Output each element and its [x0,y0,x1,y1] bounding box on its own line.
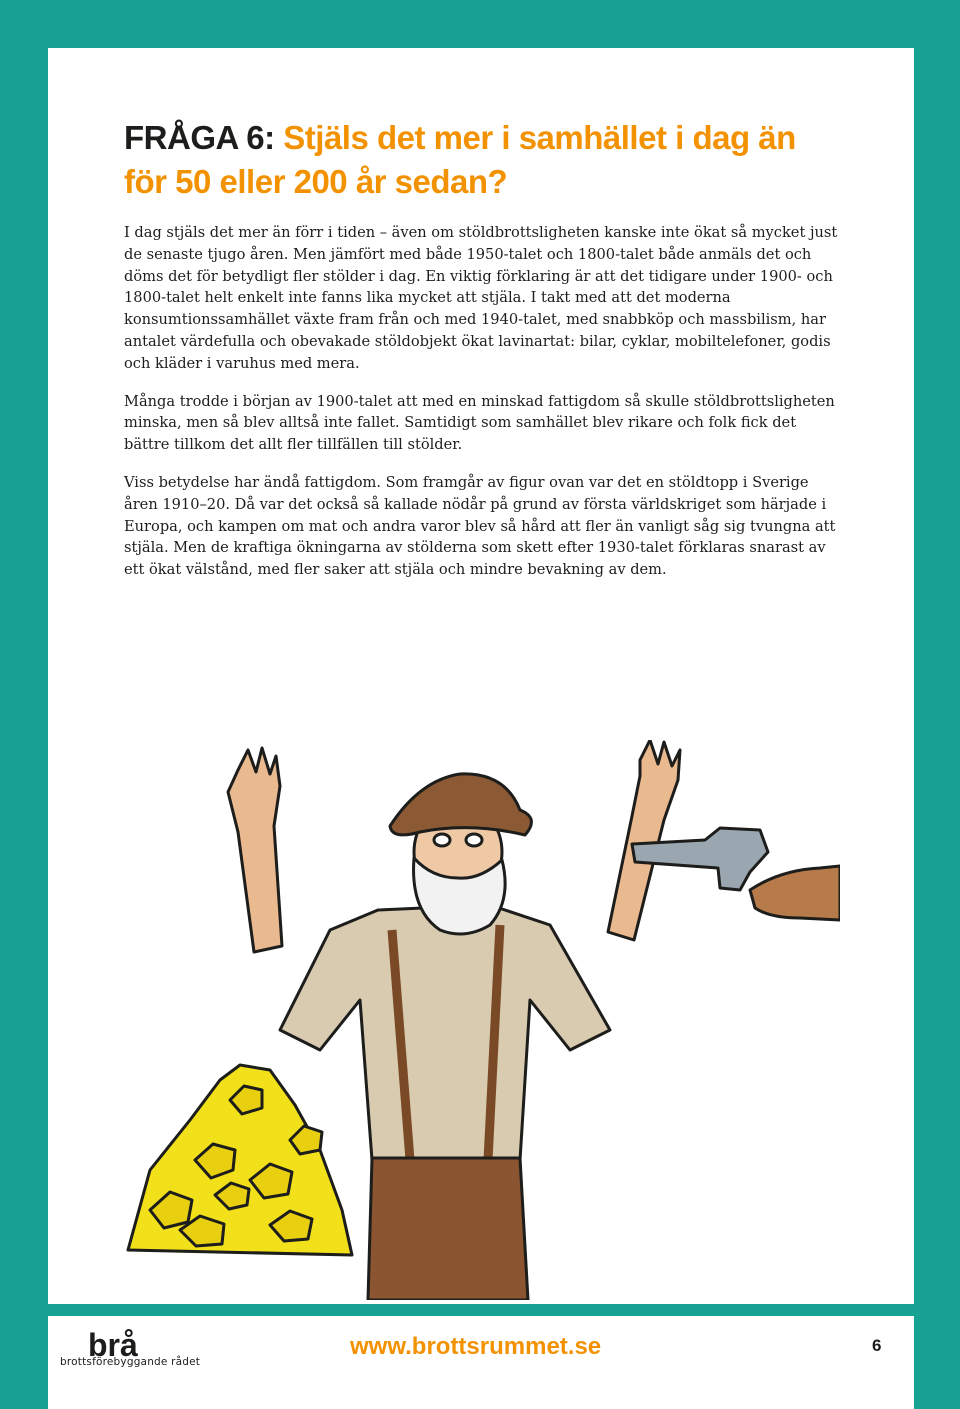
paragraph-3: Viss betydelse har ändå fattigdom. Som framgår av figur ovan var det en stöldtopp i Sverige åren 1910–20. Då var det också så kallade nödår på grund av första världskriget som härjade i Europa, och kampen om mat och andra varor blev så hård att fler än vanligt såg sig tvungna att stjäla. Men de kraftiga ökningarna av stölderna som skett efter 1930-talet förklaras snarast av ett ökat välstånd, med fler saker att stjäla och mindre bevakning av dem. [124,473,836,579]
website-link[interactable]: www.brottsrummet.se [350,1333,602,1360]
paragraph-1: I dag stjäls det mer än förr i tiden – även om stöldbrottsligheten kanske inte ökat så mycket just de senaste tjugo åren. Men jämfört med både 1950-talet och 1800-talet både anmäls det och döms det för betydligt fler stölder i dag. En viktig förklaring är att det tidigare under 1900- och 1800-talet helt enkelt inte fanns lika mycket att stjäla. I takt med att det moderna konsumtionssamhället växte fram från och med 1940-talet, med snabbköp och massbilism, har antalet värdefulla och obevakade stöldobjekt ökat lavinartat: bilar, cyklar, mobiltelefoner, godis och kläder i varuhus med mera. [124,224,838,372]
question-title: Stjäls det mer i samhället i dag än för 50 eller 200 år sedan? [124,119,796,200]
bra-logo-text: brå [88,1327,138,1363]
page-number: 6 [872,1336,882,1355]
page-title [124,116,844,204]
question-label: FRÅGA 6: [124,119,275,156]
robbery-illustration [120,740,840,1300]
logo-subtitle: brottsförebyggande rådet [60,1356,201,1368]
paragraph-2: Många trodde i början av 1900-talet att med en minskad fattigdom så skulle stöldbrottsligheten minska, men så blev alltså inte fallet. Samtidigt som samhället blev rikare och folk fick det bättre tillkom det allt fler tillfällen till stölder. [124,392,835,454]
article-body [124,222,840,597]
gold-pile [128,1065,352,1255]
revolver-hand [632,828,840,920]
